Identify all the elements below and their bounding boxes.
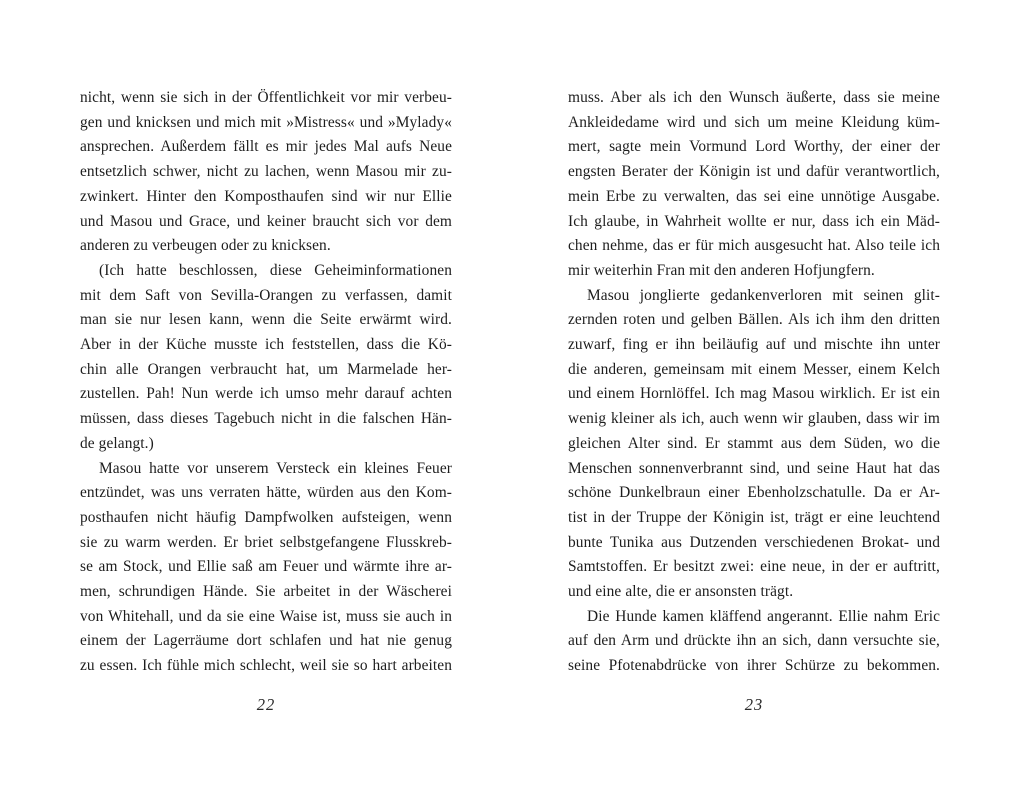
text-line: Samtstoffen. Er besitzt zwei: eine neue, in der er auftritt, — [568, 558, 940, 576]
text-line: wenig kleiner als ich, auch wenn wir glauben, dass wir im — [568, 410, 940, 428]
text-line: sie zu warm werden. Er briet selbstgefangene Flusskreb- — [80, 533, 452, 551]
text-line: auf den Arm und drückte ihn an sich, dann versuchte sie, — [568, 632, 940, 650]
text-line: muss. Aber als ich den Wunsch äußerte, dass sie meine — [568, 89, 940, 106]
text-line: mit dem Saft von Sevilla-Orangen zu verfassen, damit — [80, 286, 452, 304]
page-left — [80, 86, 452, 715]
text-line: zwinkert. Hinter den Komposthaufen sind wir nur Ellie — [80, 187, 452, 205]
text-line: Masou jonglierte gedankenverloren mit seinen glit- — [587, 286, 940, 304]
text-line: de gelangt.) — [80, 434, 154, 452]
text-line: zu essen. Ich fühle mich schlecht, weil sie so hart arbeiten — [80, 657, 452, 675]
text-line: entsetzlich schwer, nicht zu lachen, wenn Masou mir zu- — [80, 163, 452, 181]
text-line: Menschen sonnenverbrannt sind, und seine Haut hat das — [568, 459, 940, 477]
text-line: zuwarf, fing er ihn beiläufig auf und mischte ihn unter — [568, 336, 940, 354]
text-line: Aber in der Küche musste ich feststellen, dass die Kö- — [80, 336, 452, 354]
text-line: chen nehme, das er für mich ausgesucht hat. Also teile ich — [568, 237, 940, 255]
text-line: mein Erbe zu verwalten, das sei eine unnötige Ausgabe. — [568, 187, 940, 205]
text-line: müssen, dass dieses Tagebuch nicht in die falschen Hän- — [80, 410, 452, 428]
text-line: nicht, wenn sie sich in der Öffentlichkeit vor mir verbeu- — [80, 89, 452, 106]
text-line: zernden roten und gelben Bällen. Als ich ihm den dritten — [568, 311, 940, 329]
text-line: anderen zu verbeugen oder zu knicksen. — [80, 237, 331, 255]
text-line: und eine alte, die er ansonsten trägt. — [568, 583, 794, 601]
text-line: posthaufen nicht häufig Dampfwolken aufsteigen, wenn — [80, 508, 452, 526]
text-line: engsten Berater der Königin ist und dafür verantwortlich, — [568, 163, 940, 181]
text-line: ansprechen. Außerdem fällt es mir jedes Mal aufs Neue — [80, 138, 452, 156]
page-right — [568, 86, 940, 715]
page-number: 23 — [744, 694, 764, 714]
text-line: einem der Lagerräume dort schlafen und hat nie genug — [80, 632, 452, 650]
text-line: Ich glaube, in Wahrheit wollte er nur, dass ich ein Mäd- — [568, 212, 940, 230]
text-block — [568, 86, 940, 679]
text-line: von Whitehall, und da sie eine Waise ist, muss sie auch in — [80, 607, 452, 625]
text-line: schöne Dunkelbraun einer Ebenholzschatulle. Da er Ar- — [568, 484, 940, 502]
text-line: bunte Tunika aus Dutzenden verschiedenen Brokat- und — [568, 533, 940, 551]
text-line: mert, sagte mein Vormund Lord Worthy, der einer der — [568, 138, 940, 156]
text-block — [80, 86, 452, 679]
text-line: mir weiterhin Fran mit den anderen Hofjungfern. — [568, 261, 875, 279]
text-line: gen und knicksen und mich mit »Mistress« und »Mylady« — [80, 113, 452, 131]
text-line: Ankleidedame wird und sich um meine Kleidung küm- — [568, 113, 940, 131]
text-line: und Masou und Grace, und keiner braucht sich vor dem — [80, 212, 452, 230]
text-line: die anderen, gemeinsam mit einem Messer, einem Kelch — [568, 360, 940, 378]
text-line: zustellen. Pah! Nun werde ich umso mehr darauf achten — [80, 385, 452, 403]
text-line: Die Hunde kamen kläffend angerannt. Ellie nahm Eric — [587, 607, 940, 625]
text-line: man sie nur lesen kann, wenn die Seite erwärmt wird. — [80, 311, 452, 329]
page-number: 22 — [256, 694, 276, 714]
text-line: und einem Hornlöffel. Ich mag Masou wirklich. Er ist ein — [568, 385, 940, 403]
text-line: (Ich hatte beschlossen, diese Geheiminformationen — [99, 261, 452, 279]
text-line: se am Stock, und Ellie saß am Feuer und wärmte ihre ar- — [80, 558, 452, 576]
text-line: entzündet, was uns verraten hätte, würden aus den Kom- — [80, 484, 452, 502]
text-line: seine Pfotenabdrücke von ihrer Schürze zu bekommen. — [568, 657, 940, 675]
text-line: chin alle Orangen verbraucht hat, um Marmelade her- — [80, 360, 452, 378]
text-line: gleichen Alter sind. Er stammt aus dem Süden, wo die — [568, 434, 940, 452]
text-line: men, schrundigen Hände. Sie arbeitet in der Wäscherei — [80, 583, 452, 601]
text-line: tist in der Truppe der Königin ist, trägt er eine leuchtend — [568, 508, 940, 526]
text-line: Masou hatte vor unserem Versteck ein kleines Feuer — [99, 459, 452, 477]
